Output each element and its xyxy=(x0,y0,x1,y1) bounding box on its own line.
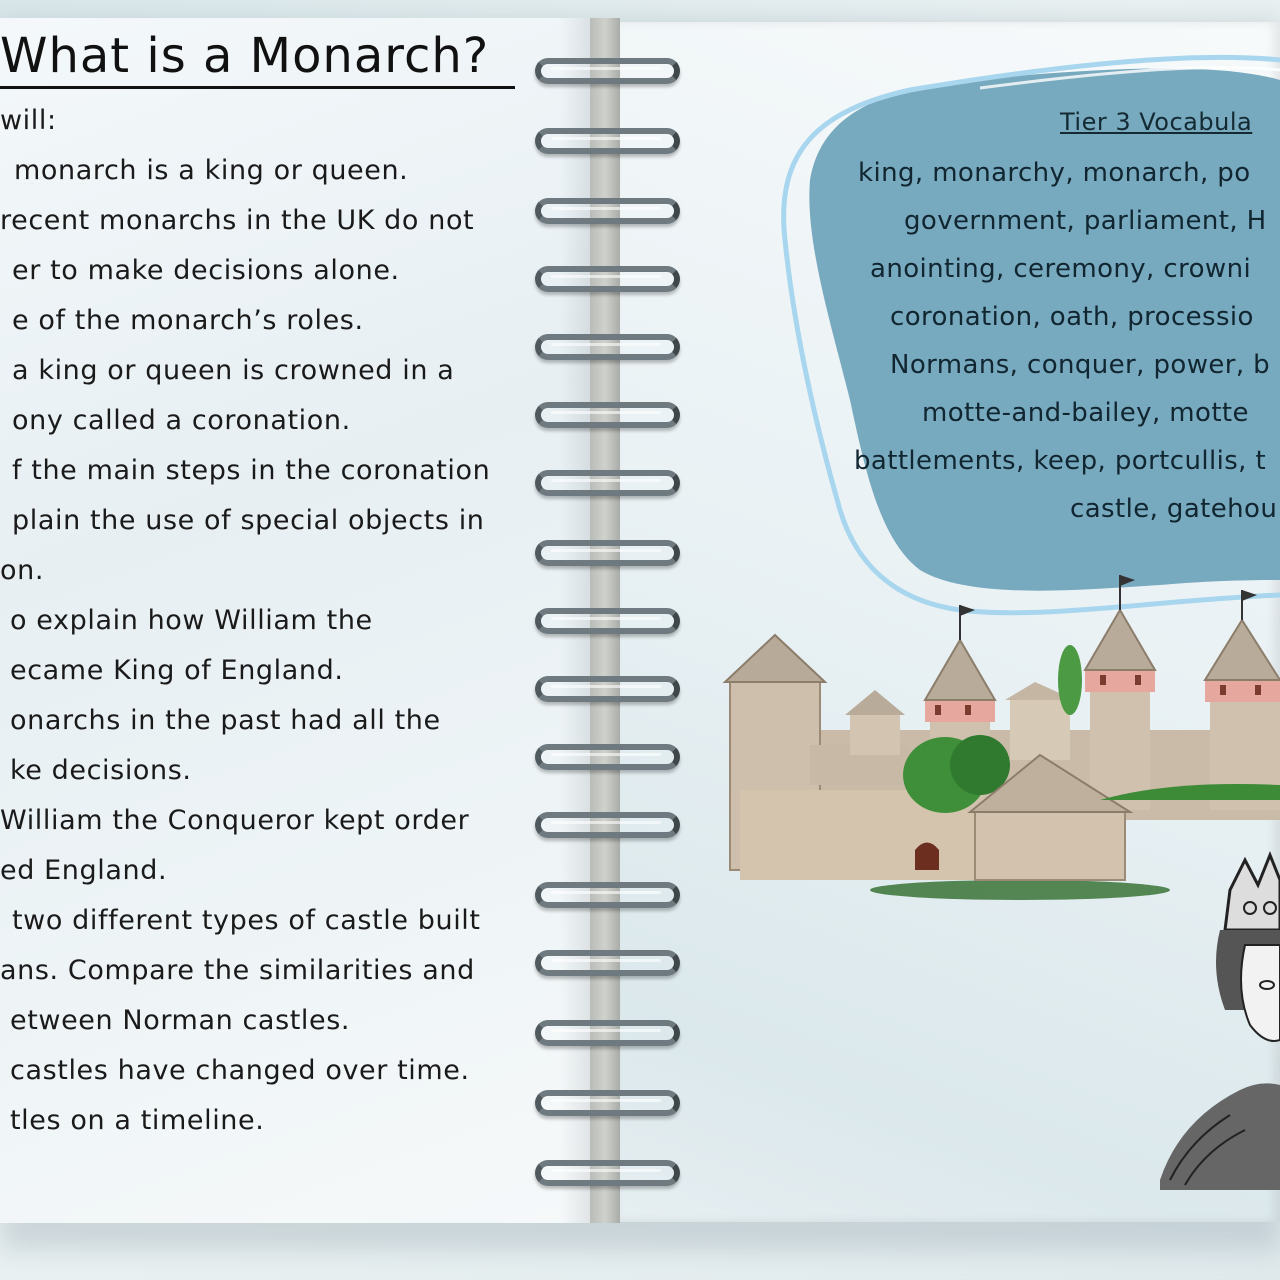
objective-line: ke decisions. xyxy=(10,755,192,786)
objective-line: onarchs in the past had all the xyxy=(10,705,441,736)
objective-line: a king or queen is crowned in a xyxy=(12,355,455,386)
spiral-ring xyxy=(535,1020,680,1046)
objective-line: er to make decisions alone. xyxy=(12,255,400,286)
vocabulary-line: government, parliament, H xyxy=(904,206,1267,236)
objectives-list xyxy=(0,100,585,1150)
objective-line: ans. Compare the similarities and xyxy=(0,955,475,986)
vocabulary-title: Tier 3 Vocabula xyxy=(1060,108,1253,136)
vocabulary-line: battlements, keep, portcullis, t xyxy=(854,446,1267,476)
objective-line: castles have changed over time. xyxy=(10,1055,470,1086)
spiral-binding xyxy=(535,40,685,1200)
vocabulary-line: motte-and-bailey, motte xyxy=(922,398,1249,428)
spiral-ring xyxy=(535,198,680,224)
spiral-ring xyxy=(535,882,680,908)
objective-line: two different types of castle built xyxy=(12,905,481,936)
spiral-ring xyxy=(535,470,680,496)
objective-line: tles on a timeline. xyxy=(10,1105,265,1136)
spiral-ring xyxy=(535,334,680,360)
vocabulary-box xyxy=(840,108,1280,538)
spiral-ring xyxy=(535,812,680,838)
vocabulary-line: castle, gatehou xyxy=(1070,494,1278,524)
objective-line: recent monarchs in the UK do not xyxy=(0,205,475,236)
objective-line: ony called a coronation. xyxy=(12,405,351,436)
objective-line: on. xyxy=(0,555,45,586)
objective-line: will: xyxy=(0,105,57,136)
page-title: What is a Monarch? xyxy=(0,28,490,84)
vocabulary-line: anointing, ceremony, crowni xyxy=(870,254,1252,284)
spiral-ring xyxy=(535,128,680,154)
spiral-ring xyxy=(535,1160,680,1186)
title-underline xyxy=(0,86,515,89)
objective-line: o explain how William the xyxy=(10,605,373,636)
spiral-ring xyxy=(535,58,680,84)
objective-line: e of the monarch’s roles. xyxy=(12,305,364,336)
objective-line: etween Norman castles. xyxy=(10,1005,351,1036)
spiral-ring xyxy=(535,676,680,702)
spiral-ring xyxy=(535,608,680,634)
spiral-ring xyxy=(535,1090,680,1116)
spiral-ring xyxy=(535,540,680,566)
spiral-ring xyxy=(535,950,680,976)
objective-line: plain the use of special objects in xyxy=(12,505,485,536)
objective-line: ed England. xyxy=(0,855,168,886)
objective-line: f the main steps in the coronation xyxy=(12,455,491,486)
vocabulary-line: king, monarchy, monarch, po xyxy=(858,158,1251,188)
vocabulary-line: Normans, conquer, power, b xyxy=(890,350,1271,380)
vocabulary-line: coronation, oath, processio xyxy=(890,302,1254,332)
spiral-ring xyxy=(535,402,680,428)
spiral-ring xyxy=(535,744,680,770)
objective-line: monarch is a king or queen. xyxy=(14,155,409,186)
william-the-conqueror-portrait xyxy=(1150,850,1280,1200)
spiral-ring xyxy=(535,266,680,292)
objective-line: ecame King of England. xyxy=(10,655,344,686)
objective-line: William the Conqueror kept order xyxy=(0,805,470,836)
